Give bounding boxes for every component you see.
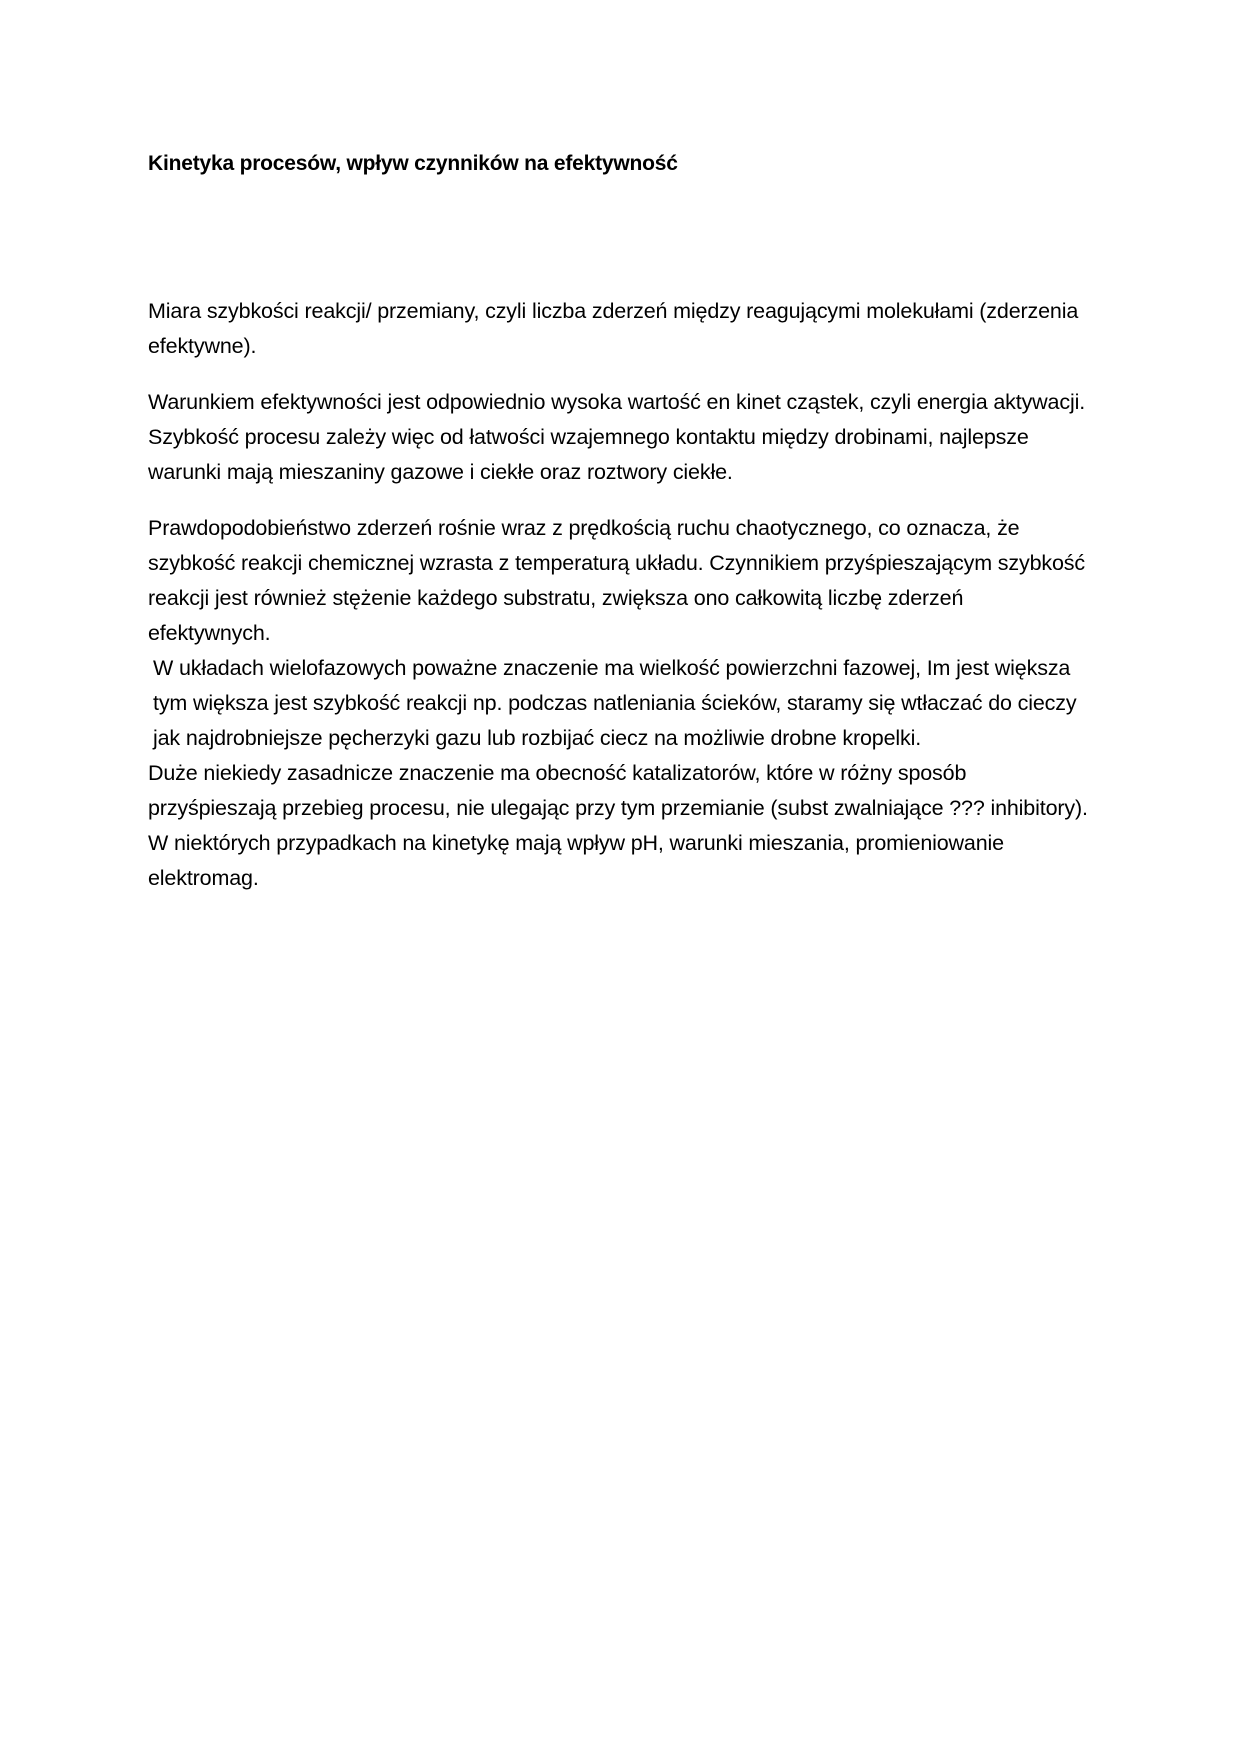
document-title: Kinetyka procesów, wpływ czynników na efektywność [148,152,678,175]
paragraph-catalysts: Duże niekiedy zasadnicze znaczenie ma obecność katalizatorów, które w różny sposób przyśpieszają przebieg procesu, nie ulegając przy tym przemianie (subst zwalniające ??? inhibitory). [148,761,1088,820]
paragraph-multiphase-systems: W układach wielofazowych poważne znaczenie ma wielkość powierzchni fazowej, Im jest większa tym większa jest szybkość reakcji np. podczas natleniania ścieków, staramy się wtłaczać do cieczy jak najdrobniejsze pęcherzyki gazu lub rozbijać ciecz na możliwie drobne kropelki. [153,656,1077,750]
paragraph-other-factors: W niektórych przypadkach na kinetykę mają wpływ pH, warunki mieszania, promieniowanie elektromag. [148,831,1004,890]
paragraph-activation-energy: Warunkiem efektywności jest odpowiednio wysoka wartość en kinet cząstek, czyli energia aktywacji. Szybkość procesu zależy więc od łatwości wzajemnego kontaktu między drobinami, najlepsze warunki mają mieszaniny gazowe i ciekłe oraz roztwory ciekłe. [148,390,1086,484]
paragraph-reaction-rate: Miara szybkości reakcji/ przemiany, czyli liczba zderzeń między reagującymi molekułami (zderzenia efektywne). [148,299,1079,358]
document-body [148,294,1088,896]
paragraph-collision-probability: Prawdopodobieństwo zderzeń rośnie wraz z prędkością ruchu chaotycznego, co oznacza, że szybkość reakcji chemicznej wzrasta z temperaturą układu. Czynnikiem przyśpieszającym szybkość reakcji jest również stężenie każdego substratu, zwiększa ono całkowitą liczbę zderzeń efektywnych. [148,516,1086,645]
